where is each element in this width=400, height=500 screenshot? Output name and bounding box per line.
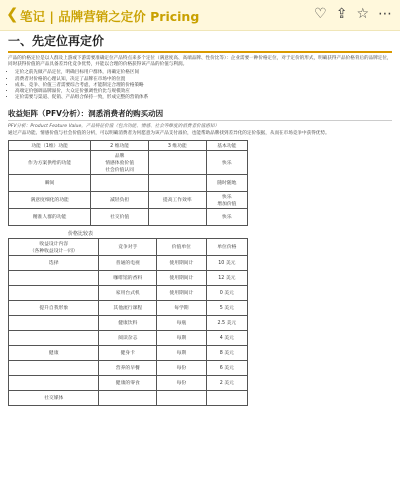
table-header-cell: 3 维功能 — [148, 140, 206, 150]
table-cell: 提高工作效率 — [148, 191, 206, 208]
table-row — [9, 375, 248, 390]
table-row — [9, 150, 248, 174]
table-cell: 健康饮料 — [99, 315, 157, 330]
table-cell: 12 美元 — [206, 270, 247, 285]
table-cell: 其他流行课程 — [99, 300, 157, 315]
table-cell — [99, 390, 157, 405]
table-cell: 社交价值 — [91, 208, 149, 225]
table-header-row — [9, 140, 248, 150]
table-cell: 快乐 — [206, 208, 247, 225]
table-cell — [206, 390, 247, 405]
table-cell: 普通的电视 — [99, 255, 157, 270]
table-header-cell: 功能（1维）功能 — [9, 140, 91, 150]
table-header-row — [9, 238, 248, 255]
table-header-cell: 价值单位 — [157, 238, 207, 255]
table-cell: 每期 — [157, 345, 207, 360]
table-cell: 每期 — [157, 330, 207, 345]
table-header-cell: 2 维功能 — [91, 140, 149, 150]
table-cell: 健身卡 — [99, 345, 157, 360]
pfv-paragraph: 通过产品功能、情感价值与社会价值的分析，可以明确消费者为何愿意为该产品支付溢价，也能帮助品牌找到差异化的定价依据，从而在市场竞争中获得优势。 — [8, 131, 330, 137]
note-content — [8, 32, 392, 406]
section-divider — [8, 51, 392, 53]
section-divider — [8, 120, 392, 121]
table-row — [9, 174, 248, 191]
pfv-subtitle: PFV分析：Product Feature Value，产品特征价值（包含功能、情感、社会等维度的消费者价值感知） — [8, 124, 220, 130]
positioning-paragraph: 产品的价格定位是以人群及上游或下游需要准确定位产品特点来多个定位（满意度高、高端品牌、性价比等）：企业需要一种价格定位，对于定价的形式，明确获得产品价格背后的品牌定位，同时获得价值的产品具备差异化竞争优势，并能以合理的价格获得该产品的价值与利润。 — [8, 56, 392, 68]
table-cell — [148, 208, 206, 225]
table-cell: 6 美元 — [206, 360, 247, 375]
table-cell — [157, 390, 207, 405]
section-title-positioning: 一、先定位再定价 — [8, 34, 105, 48]
table-cell: 随时随地 — [206, 174, 247, 191]
table-cell: 每份 — [157, 360, 207, 375]
table-row — [9, 300, 248, 315]
table-cell: 精准人群的功能 — [9, 208, 91, 225]
table-row — [9, 390, 248, 405]
table-cell: 瞬间 — [9, 174, 91, 191]
table-row — [9, 330, 248, 345]
table-cell: 4 美元 — [206, 330, 247, 345]
positioning-bullets — [8, 70, 392, 101]
table-cell — [148, 150, 206, 174]
table-header-cell: 收益设计内容 （各种收益设计一同） — [9, 238, 99, 255]
table-cell — [9, 285, 99, 300]
table-cell — [9, 360, 99, 375]
table-cell — [148, 174, 206, 191]
table-cell: 2.5 美元 — [206, 315, 247, 330]
table-cell: 咖啡馆的香料 — [99, 270, 157, 285]
table-cell: 提升自我形象 — [9, 300, 99, 315]
back-icon[interactable]: ❮ — [6, 5, 19, 23]
table-cell: 作为方案供给的功能 — [9, 150, 91, 174]
table-cell — [9, 375, 99, 390]
note-title: 笔记 | 品牌营销之定价 Pricing — [20, 9, 200, 24]
table-cell: 使用期间计 — [157, 255, 207, 270]
table-cell: 快乐 — [206, 150, 247, 174]
bullet-item: • 高端定价强调品牌溢价，大众定价强调性价比与规模效应 — [15, 89, 392, 95]
table-row — [9, 345, 248, 360]
table-header-cell: 竞争对手 — [99, 238, 157, 255]
table-cell: 使用期间计 — [157, 270, 207, 285]
table-cell — [9, 315, 99, 330]
table-row — [9, 315, 248, 330]
table-cell: 5 美元 — [206, 300, 247, 315]
table-cell: 10 美元 — [206, 255, 247, 270]
table-row — [9, 191, 248, 208]
toolbar-icons — [314, 6, 392, 22]
section-title-pfv: 收益矩阵（PFV分析）：洞悉消费者的购买动因 — [8, 109, 164, 119]
table-cell — [9, 270, 99, 285]
table-row — [9, 285, 248, 300]
table-cell — [9, 330, 99, 345]
bullet-item: • 定价之前先做产品定位，明确目标用户群体，再确定价格区间 — [15, 70, 392, 76]
share-icon[interactable]: ⇪ — [335, 6, 348, 22]
table-cell: 每瓶 — [157, 315, 207, 330]
table-cell: 品牌 情感体验价值 社会价值认同 — [91, 150, 149, 174]
table-cell: 健康的零食 — [99, 375, 157, 390]
heart-outline-icon[interactable]: ♡ — [314, 6, 327, 22]
table-header-cell: 基本功能 — [206, 140, 247, 150]
table-cell: 快乐 增加价值 — [206, 191, 247, 208]
more-icon[interactable]: ⋯ — [378, 6, 392, 22]
pfv-matrix-table — [8, 140, 248, 226]
table-cell: 营养的早餐 — [99, 360, 157, 375]
table-row — [9, 208, 248, 225]
table-row — [9, 270, 248, 285]
table-cell: 阅读杂志 — [99, 330, 157, 345]
table-row — [9, 255, 248, 270]
table-row — [9, 360, 248, 375]
table-cell: 8 美元 — [206, 345, 247, 360]
table-cell: 每份 — [157, 375, 207, 390]
table-cell: 使用期间计 — [157, 285, 207, 300]
table-cell: 满意度细化的功能 — [9, 191, 91, 208]
table-cell: 家用台式机 — [99, 285, 157, 300]
table-header-cell: 单位价格 — [206, 238, 247, 255]
bullet-item: • 成本、竞争、价值三者需要综合考虑，才能制定合理的价格策略 — [15, 83, 392, 89]
bullet-item: • 消费者对价格的心理认知，决定了品牌在市场中的位置 — [15, 77, 392, 83]
bullet-item: • 定价需要与渠道、促销、产品组合保持一致，形成完整的营销体系 — [15, 95, 392, 101]
table-cell: 0 美元 — [206, 285, 247, 300]
top-bar — [0, 0, 400, 31]
table-cell: 社交媒体 — [9, 390, 99, 405]
price-comparison-table — [8, 238, 248, 406]
table-cell: 选择 — [9, 255, 99, 270]
star-outline-icon[interactable]: ☆ — [356, 6, 369, 22]
table-cell: 2 美元 — [206, 375, 247, 390]
table-cell: 健康 — [9, 345, 99, 360]
table-cell: 每学期 — [157, 300, 207, 315]
price-table-caption: 价格比较表 — [68, 230, 94, 237]
table-cell: 减轻负担 — [91, 191, 149, 208]
table-cell — [91, 174, 149, 191]
